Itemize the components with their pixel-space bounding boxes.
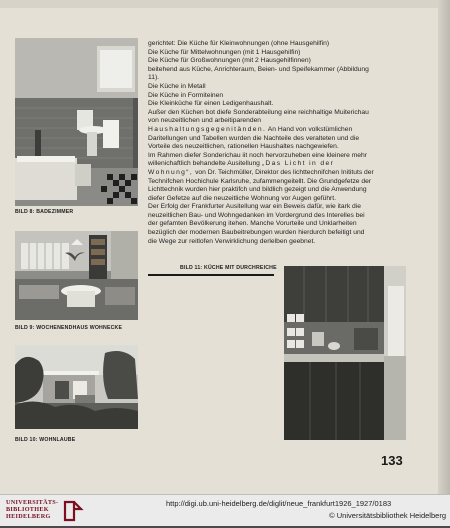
paragraph-text: An Hand von volkstümlichen Daritellungen und Tabellen wurden die Nachteile des veralteten und die Vorteile des neuzeitlichen, rationellen Haushaltes nachgewiefen. xyxy=(148,125,360,151)
caption-fig8: BILD 8: BADEZIMMER xyxy=(15,209,74,215)
logo-line: HEIDELBERG xyxy=(6,513,51,520)
paragraph-text: Außer den Küchen bot diefe Sonderabteilung eine reichhaltige Muiterichau von neuzeitlichen und arbeitiparenden xyxy=(148,108,369,125)
text-line: Die Küche in Formiteinen xyxy=(148,91,224,99)
logo-line: UNIVERSITÄTS- xyxy=(6,499,59,506)
caption-fig11: BILD 11: KÜCHE MIT DURCHREICHE xyxy=(180,265,277,271)
library-logo-text xyxy=(6,499,58,520)
text-line: Die Küche für Großwohnungen (mit 2 Hausgehilfinnen) xyxy=(148,57,311,65)
logo-line: BIBLIOTHEK xyxy=(6,506,49,513)
paragraph-text: Im Rahmen diefer Sonderichau iit noch hervorzuheben eine kleinere mehr willenichaftlich behandelte Ausitellung xyxy=(148,151,367,168)
photo-arbour xyxy=(15,345,138,429)
library-logo-icon xyxy=(62,499,84,523)
paragraph xyxy=(148,152,374,204)
page-top-edge xyxy=(0,0,450,8)
text-line: Die Kleinküche für einen Ledigenhaushalt. xyxy=(148,100,274,108)
paragraph xyxy=(148,109,374,152)
photo-living-corner xyxy=(15,231,138,320)
paragraph: Der Erfolg der Frankfurter Ausitellung war ein Beweis dafür, wie itark die neuzeitlichen Bau- und Wohngedanken im Vordergrund des Interelles bei der gefamten Bevölkerung itehen. Manche Vorurteile und Unklarheiten bezüglich der modernen Baubeitrebungen wurden hierdurch befeitigt und die Wege zur reitlofen Verwirklichung derlelben geebnet. xyxy=(148,203,365,245)
article-text xyxy=(148,40,374,246)
photo-kitchen xyxy=(284,266,406,440)
photo-bathroom xyxy=(15,38,138,206)
emphasis-text: Haushaltungsgegenitänden. xyxy=(148,125,267,133)
copyright-notice: © Universitätsbibliothek Heidelberg xyxy=(329,511,446,520)
permalink-url[interactable]: http://digi.ub.uni-heidelberg.de/diglit/neue_frankfurt1926_1927/0183 xyxy=(166,499,392,508)
text-line: Die Küche für Mittelwohnungen (mit 1 Hausgehilfin) xyxy=(148,48,301,56)
caption-rule xyxy=(148,274,274,276)
emphasis-text: „Das Licht in der Wohnung“, xyxy=(148,160,335,176)
caption-fig10: BILD 10: WOHNLAUBE xyxy=(15,437,76,443)
text-line: beitehend aus Küche, Anrichteraum, Beien- und Speifekammer (Abbildung 11). xyxy=(148,65,369,82)
viewer-footer xyxy=(0,494,450,526)
text-line: Die Küche in Metall xyxy=(148,82,206,90)
page-number: 133 xyxy=(381,453,403,468)
caption-fig9: BILD 9: WOCHENENDHAUS WOHNECKE xyxy=(15,325,123,331)
paragraph-text: von Dr. Teichmüller, Direktor des lichttechnifchen Initituts der Technifchen Hochichule Karlsruhe, zufammengeitellt. Die Grundgefetze der Lichttechnik wurden hier praktifch und bildlich gezeigt und die Anwendung diefer Gefetze auf die neuzeitliche Wohnung vor Augen geführt. xyxy=(148,168,374,202)
text-line: gerichtet: Die Küche für Kleinwohnungen (ohne Hausgehilfin) xyxy=(148,40,330,47)
page-edge-shadow xyxy=(438,0,450,494)
